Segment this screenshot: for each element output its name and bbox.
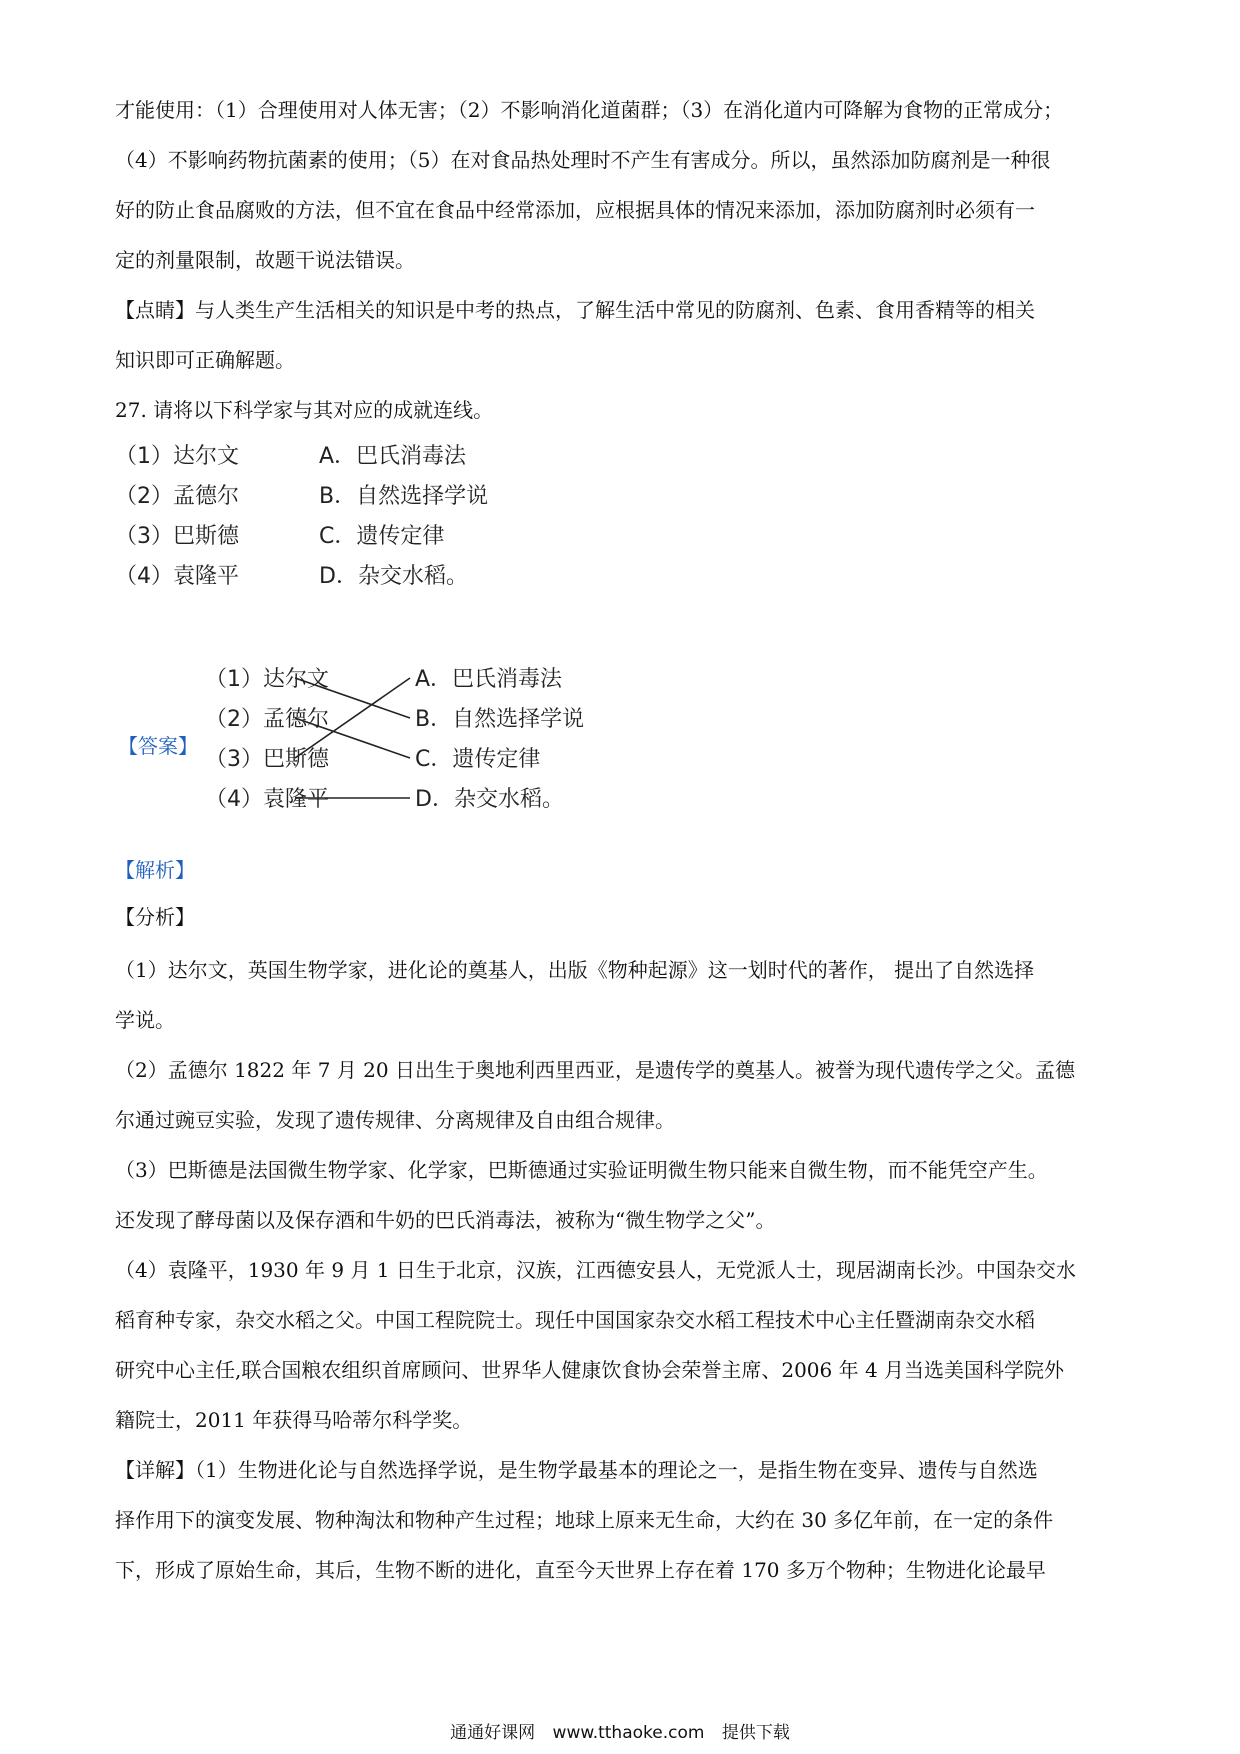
answer-achievement-0: A．巴氏消毒法: [415, 667, 563, 692]
jiexi-label-text: 【解析】: [115, 858, 195, 882]
analysis-paragraph-3: [115, 1145, 1130, 1245]
text-line: （1）达尔文，英国生物学家，进化论的奠基人，出版《物种起源》这一划时代的著作， 提出了自然选择: [115, 958, 1035, 982]
text-line: 下，形成了原始生命，其后，生物不断的进化，直至今天世界上存在着 170 多万个物种；生物进化论最早: [115, 1558, 1046, 1582]
footer-url[interactable]: www.tthaoke.com: [552, 1723, 705, 1743]
analysis-paragraph-1: [115, 945, 1130, 1045]
question-title: [115, 385, 1130, 435]
intro-paragraph: [115, 85, 1130, 285]
answer-achievement-2: C．遗传定律: [415, 747, 541, 772]
text-line: 稻育种专家，杂交水稻之父。中国工程院院士。现任中国国家杂交水稻工程技术中心主任暨湖南杂交水稻: [115, 1308, 1035, 1332]
analysis-paragraph-4: [115, 1245, 1130, 1445]
achievement-item: A．巴氏消毒法: [319, 444, 467, 469]
text-line: 学说。: [115, 1008, 175, 1032]
text-line: 研究中心主任,联合国粮农组织首席顾问、世界华人健康饮食协会荣誉主席、2006 年 4 月当选美国科学院外: [115, 1358, 1065, 1382]
text-line: 定的剂量限制，故题干说法错误。: [115, 248, 415, 272]
xiangjie-paragraph: [115, 1445, 1130, 1595]
text-line: [115, 285, 1130, 335]
scientist-item: （1）达尔文: [115, 444, 239, 469]
achievement-item: B．自然选择学说: [319, 484, 489, 509]
text-line: [115, 1445, 1130, 1495]
scientist-item: （2）孟德尔: [115, 484, 239, 509]
text-line: 好的防止食品腐败的方法，但不宜在食品中经常添加，应根据具体的情况来添加，添加防腐剂时必须有一: [115, 198, 1035, 222]
answer-scientist-0: （1）达尔文: [205, 667, 329, 692]
text-line: （4）袁隆平，1930 年 9 月 1 日生于北京，汉族，江西德安县人，无党派人士，现居湖南长沙。中国杂交水: [115, 1258, 1076, 1282]
answer-scientist-1: （2）孟德尔: [205, 707, 329, 732]
answer-scientist-3: （4）袁隆平: [205, 787, 329, 812]
scientist-item: （4）袁隆平: [115, 564, 239, 589]
page-footer: [0, 1718, 1240, 1743]
text-line: 知识即可正确解题。: [115, 348, 295, 372]
achievement-item: D．杂交水稻。: [319, 564, 468, 589]
text-line: 还发现了酵母菌以及保存酒和牛奶的巴氏消毒法，被称为“微生物学之父”。: [115, 1208, 776, 1232]
answer-achievement-3: D．杂交水稻。: [415, 787, 564, 812]
dianjing-label: 【点睛】: [115, 298, 195, 322]
answer-matching-diagram: [205, 660, 625, 820]
footer-suffix: 提供下载: [721, 1723, 790, 1743]
text-line: 籍院士，2011 年获得马哈蒂尔科学奖。: [115, 1408, 473, 1432]
answer-scientist-2: （3）巴斯德: [205, 747, 329, 772]
jiexi-label: [115, 850, 1130, 890]
xiangjie-text: （1）生物进化论与自然选择学说，是生物学最基本的理论之一，是指生物在变异、遗传与自然选: [195, 1458, 1038, 1482]
dianjing-paragraph: [115, 285, 1130, 385]
text-line: （3）巴斯德是法国微生物学家、化学家，巴斯德通过实验证明微生物只能来自微生物，而不能凭空产生。: [115, 1158, 1048, 1182]
text-line: 才能使用：（1）合理使用对人体无害；（2）不影响消化道菌群；（3）在消化道内可降解为食物的正常成分；: [115, 98, 1064, 122]
question-title-text: 27. 请将以下科学家与其对应的成就连线。: [115, 398, 494, 422]
text-line: （4）不影响药物抗菌素的使用；（5）在对食品热处理时不产生有害成分。所以，虽然添加防腐剂是一种很: [115, 148, 1051, 172]
analysis-paragraph-2: [115, 1045, 1130, 1145]
fenxi-label-text: 【分析】: [115, 905, 195, 929]
answer-achievement-1: B．自然选择学说: [415, 707, 585, 732]
answer-label: 【答案】: [118, 734, 198, 758]
xiangjie-label: 【详解】: [115, 1458, 195, 1482]
fenxi-label: [115, 897, 1130, 937]
dianjing-text: 与人类生产生活相关的知识是中考的热点，了解生活中常见的防腐剂、色素、食用香精等的相关: [195, 298, 1035, 322]
text-line: 择作用下的演变发展、物种淘汰和物种产生过程；地球上原来无生命，大约在 30 多亿年前，在一定的条件: [115, 1508, 1054, 1532]
text-line: 尔通过豌豆实验，发现了遗传规律、分离规律及自由组合规律。: [115, 1108, 675, 1132]
footer-site-name: 通通好课网: [450, 1723, 536, 1743]
answer-connection-lines: [295, 678, 410, 798]
scientist-item: （3）巴斯德: [115, 524, 239, 549]
text-line: （2）孟德尔 1822 年 7 月 20 日出生于奥地利西里西亚，是遗传学的奠基人。被誉为现代遗传学之父。孟德: [115, 1058, 1075, 1082]
achievement-item: C．遗传定律: [319, 524, 445, 549]
